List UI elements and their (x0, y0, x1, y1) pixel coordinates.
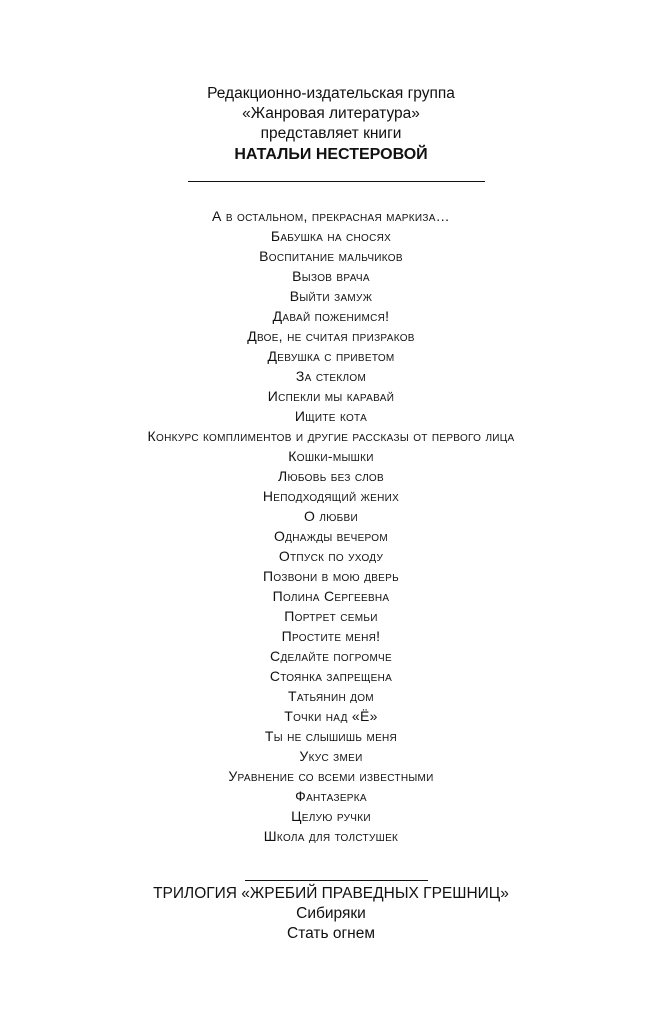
list-item: Уравнение со всеми известными (228, 768, 434, 784)
list-item: Точки над «Ё» (284, 708, 378, 724)
trilogy-section (0, 884, 662, 944)
list-item: Стоянка запрещена (269, 668, 393, 684)
list-item: Целую ручки (291, 808, 371, 824)
list-item: Двое, не считая призраков (247, 328, 415, 344)
list-item: А в остальном, прекрасная маркиза… (212, 208, 450, 224)
list-item: Девушка с приветом (267, 348, 395, 364)
list-item: Давай поженимся! (272, 308, 390, 324)
list-item: Кошки-мышки (288, 448, 374, 464)
trilogy-book: Сибиряки (296, 905, 366, 922)
list-item: Ты не слышишь меня (264, 728, 398, 744)
publisher-series-line: «Жанровая литература» (242, 105, 420, 122)
list-item: Портрет семьи (284, 608, 378, 624)
list-item: Позвони в мою дверь (262, 568, 399, 584)
trilogy-title: ТРИЛОГИЯ «ЖРЕБИЙ ПРАВЕДНЫХ ГРЕШНИЦ» (153, 885, 509, 902)
list-item: Простите меня! (281, 628, 381, 644)
trilogy-book: Стать огнем (287, 925, 375, 942)
list-item: Испекли мы каравай (267, 388, 395, 404)
list-item: Школа для толстушек (263, 828, 399, 844)
list-item: О любви (304, 508, 358, 524)
list-item: Бабушка на сносях (270, 228, 392, 244)
publisher-group-line: Редакционно-издательская группа (207, 85, 455, 102)
list-item: Однажды вечером (273, 528, 389, 544)
list-item: Неподходящий жених (262, 488, 400, 504)
list-item: Выйти замуж (289, 288, 373, 304)
list-item: За стеклом (295, 368, 367, 384)
list-item: Воспитание мальчиков (259, 248, 403, 264)
list-item: Укус змеи (299, 748, 363, 764)
list-item: Вызов врача (292, 268, 370, 284)
list-item: Конкурс комплиментов и другие рассказы от первого лица (147, 428, 515, 444)
list-item: Татьянин дом (288, 688, 374, 704)
book-title-list (0, 206, 662, 846)
list-item: Сделайте погромче (270, 648, 392, 664)
list-item: Ищите кота (294, 408, 368, 424)
publisher-header (0, 84, 662, 166)
list-item: Отпуск по уходу (278, 548, 384, 564)
list-item: Полина Сергеевна (272, 588, 390, 604)
trilogy-divider (245, 880, 428, 881)
list-item: Фантазерка (295, 788, 367, 804)
presents-line: представляет книги (260, 125, 402, 142)
author-name: НАТАЛЬИ НЕСТЕРОВОЙ (234, 146, 428, 163)
list-item: Любовь без слов (278, 468, 384, 484)
header-divider (188, 181, 485, 182)
